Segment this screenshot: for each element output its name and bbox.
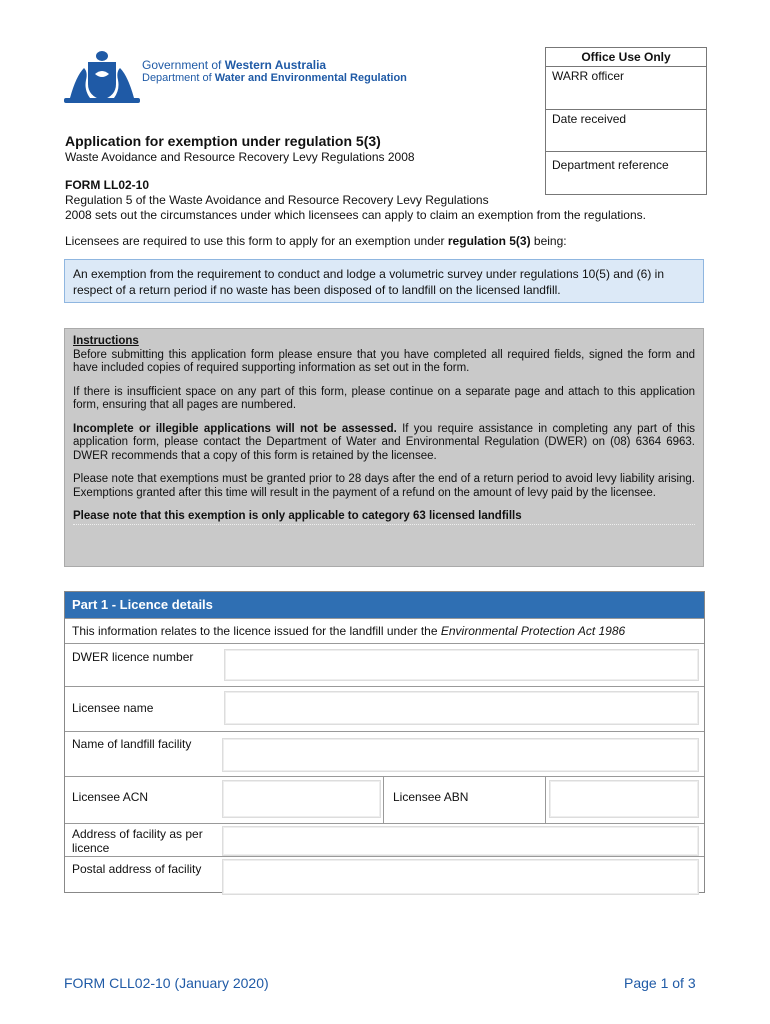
licence-number-label: DWER licence number: [72, 650, 194, 664]
part1-heading: Part 1 - Licence details: [65, 592, 704, 618]
licence-number-row: [65, 643, 704, 686]
instructions-p2: If there is insufficient space on any part of this form, please continue on a separate page and attach to this application form, ensuring that all pages are numbered.: [73, 385, 695, 411]
instructions-box: [64, 328, 704, 567]
address-label: Address of facility as per licence: [72, 827, 203, 855]
part1-note-row: [65, 618, 704, 643]
instructions-heading: Instructions: [73, 335, 139, 347]
address-field[interactable]: [222, 826, 699, 856]
postal-address-row: [65, 856, 704, 897]
intro-paragraph: Regulation 5 of the Waste Avoidance and Resource Recovery Levy Regulations 2008 sets out the circumstances under which licensees can apply to claim an exemption from the regulations.: [65, 193, 646, 222]
footer-form-id: FORM CLL02-10 (January 2020): [64, 975, 269, 991]
address-row: [65, 823, 704, 856]
warr-officer-cell: WARR officer: [546, 67, 706, 110]
office-use-title: Office Use Only: [546, 48, 706, 67]
department-name: Department of Water and Environmental Regulation: [142, 72, 407, 84]
form-subtitle: Waste Avoidance and Resource Recovery Levy Regulations 2008: [65, 150, 415, 164]
postal-address-label: Postal address of facility: [72, 862, 202, 876]
instructions-p4: Please note that exemptions must be granted prior to 28 days after the end of a return period to avoid levy liability arising. Exemptions granted after this time will result in the payment of a refund on the amount of levy paid by the licensee.: [73, 473, 695, 499]
department-reference-cell: Department reference: [552, 158, 669, 172]
instructions-p3: Incomplete or illegible applications will not be assessed. If you require assistance in completing any part of this application form, please contact the Department of Water and Environmental Regulation (DWER) on (08) 6364 6963. DWER recommends that a copy of this form is retained by the licensee.: [73, 422, 695, 462]
abn-label: Licensee ABN: [393, 790, 469, 804]
office-use-box: [545, 47, 707, 195]
licensee-name-field[interactable]: [224, 691, 699, 725]
footer-page-number: Page 1 of 3: [624, 975, 696, 991]
wa-government-crest-icon: [62, 48, 142, 106]
postal-address-field[interactable]: [222, 859, 699, 895]
form-number: FORM LL02-10: [65, 178, 150, 192]
acn-field[interactable]: [222, 780, 381, 818]
facility-name-label: Name of landfill facility: [72, 737, 192, 751]
instructions-p5: Please note that this exemption is only applicable to category 63 licensed landfills: [73, 510, 695, 525]
form-title: Application for exemption under regulation 5(3): [65, 133, 381, 149]
facility-name-row: [65, 731, 704, 776]
acn-label: Licensee ACN: [72, 790, 149, 804]
exemption-description-box: An exemption from the requirement to conduct and lodge a volumetric survey under regulations 10(5) and (6) in respect of a return period if no waste has been disposed of to landfill on the licensed landfill.: [64, 259, 704, 303]
abn-field[interactable]: [549, 780, 699, 818]
requirement-text: Licensees are required to use this form to apply for an exemption under regulation 5(3) being:: [65, 234, 567, 248]
licensee-name-label: Licensee name: [72, 701, 154, 715]
instructions-p1: Before submitting this application form please ensure that you have completed all required fields, signed the form and have included copies of required supporting information as set out in the form.: [73, 348, 695, 374]
date-received-cell: Date received: [546, 110, 706, 152]
government-name: Government of Western Australia: [142, 58, 327, 72]
facility-name-field[interactable]: [222, 738, 699, 772]
acn-abn-row: [65, 776, 704, 823]
part1-note: This information relates to the licence issued for the landfill under the Environmental Protection Act 1986: [72, 624, 626, 638]
licensee-name-row: [65, 686, 704, 731]
licence-details-table: [64, 591, 705, 893]
licence-number-field[interactable]: [224, 649, 699, 681]
